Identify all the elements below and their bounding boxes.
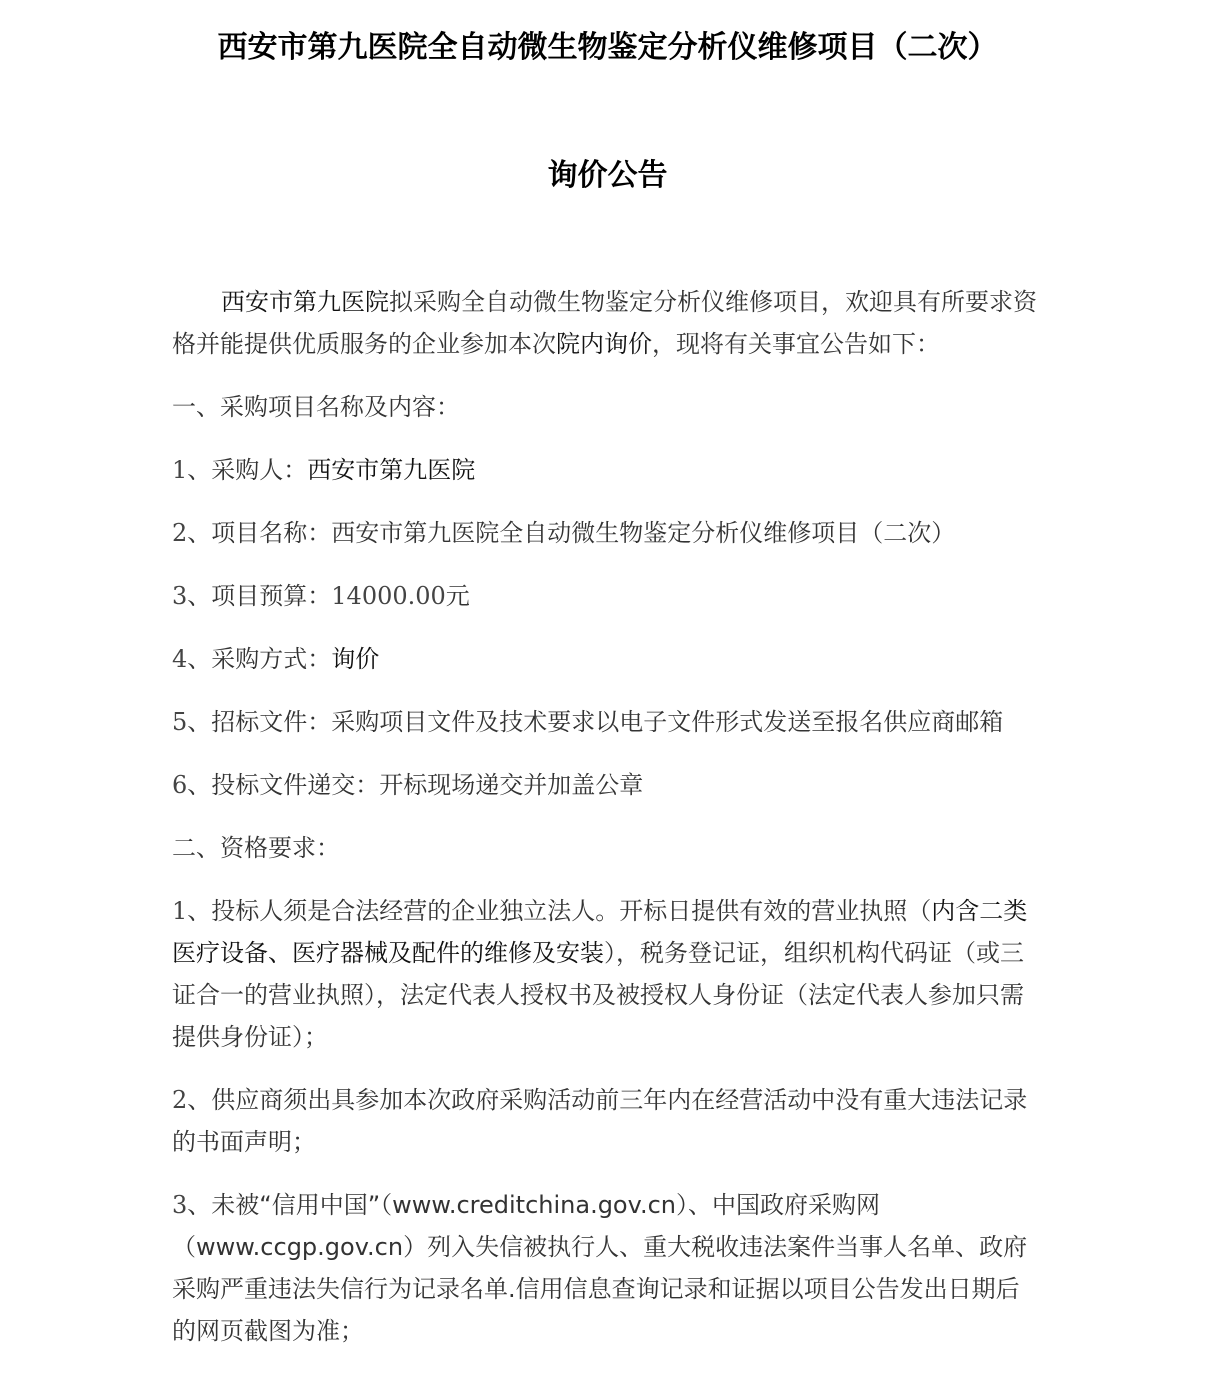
item-number: 3 (172, 582, 188, 610)
item-label: 、采购人： (187, 456, 308, 484)
list-item (172, 764, 1042, 806)
item-label: 、项目名称： (187, 519, 332, 547)
intro-paragraph (172, 281, 1042, 365)
requirement-text: 、未被“信用中国”（www.creditchina.gov.cn）、中国政府采购网（www.ccgp.gov.cn）列入失信被执行人、重大税收违法案件当事人名单、政府采购严重违法失信行为记录名单.信用信息查询记录和证据以项目公告发出日期后的网页截图为准； (172, 1191, 1028, 1345)
item-value: 开标现场递交并加盖公章 (379, 771, 644, 799)
item-value: 西安市第九医院 (307, 456, 476, 484)
list-item (172, 638, 1042, 680)
item-label: 、投标文件递交： (187, 771, 380, 799)
list-item (172, 512, 1042, 554)
document-title: 西安市第九医院全自动微生物鉴定分析仪维修项目（二次） (217, 30, 998, 65)
requirement-text: 、供应商须出具参加本次政府采购活动前三年内在经营活动中没有重大违法记录的书面声明； (172, 1086, 1028, 1156)
item-value: 西安市第九医院全自动微生物鉴定分析仪维修项目（二次） (331, 519, 956, 547)
requirement-item (172, 1184, 1042, 1352)
list-item (172, 701, 1042, 743)
requirement-text-2: ），税务登记证，组织机构代码证（或三证合一的营业执照），法定代表人授权书及被授权人身份证（法定代表人参加只需提供身份证）； (172, 939, 1024, 1051)
item-number: 2 (172, 1086, 188, 1114)
item-number: 3 (172, 1191, 188, 1219)
item-label: 、采购方式： (187, 645, 332, 673)
requirement-item (172, 890, 1042, 1058)
intro-org: 西安市第九医院 (221, 288, 389, 316)
item-value: 询价 (331, 645, 380, 673)
section2-heading: 二、资格要求： (172, 834, 340, 862)
intro-text-2: ，现将有关事宜公告如下： (652, 330, 940, 358)
list-item (172, 575, 1042, 617)
list-item (172, 449, 1042, 491)
section1-heading: 一、采购项目名称及内容： (172, 393, 460, 421)
item-label: 、项目预算： (187, 582, 332, 610)
item-number: 1 (172, 897, 188, 925)
item-label: 、招标文件： (187, 708, 332, 736)
item-number: 5 (172, 708, 188, 736)
intro-highlight: 院内询价 (556, 330, 652, 358)
intro-text-1: 拟采购全自动微生物鉴定分析仪维修项目，欢迎具有所要求资格并能提供优质服务的企业参加本次 (172, 288, 1037, 358)
requirement-text-1: 、投标人须是合法经营的企业独立法人。开标日提供有效的营业执照（ (187, 897, 932, 925)
requirement-item (172, 1079, 1042, 1163)
item-number: 1 (172, 456, 188, 484)
item-value: 采购项目文件及技术要求以电子文件形式发送至报名供应商邮箱 (331, 708, 1004, 736)
budget-value: 14000.00 (331, 582, 446, 610)
document-body (172, 281, 1042, 1373)
document-subtitle: 询价公告 (547, 158, 668, 193)
requirement-highlight: 内含二类医疗设备、医疗器械及配件的维修及安装 (172, 897, 1028, 967)
item-number: 6 (172, 771, 188, 799)
item-number: 2 (172, 519, 188, 547)
budget-unit: 元 (445, 582, 470, 610)
item-number: 4 (172, 645, 188, 673)
